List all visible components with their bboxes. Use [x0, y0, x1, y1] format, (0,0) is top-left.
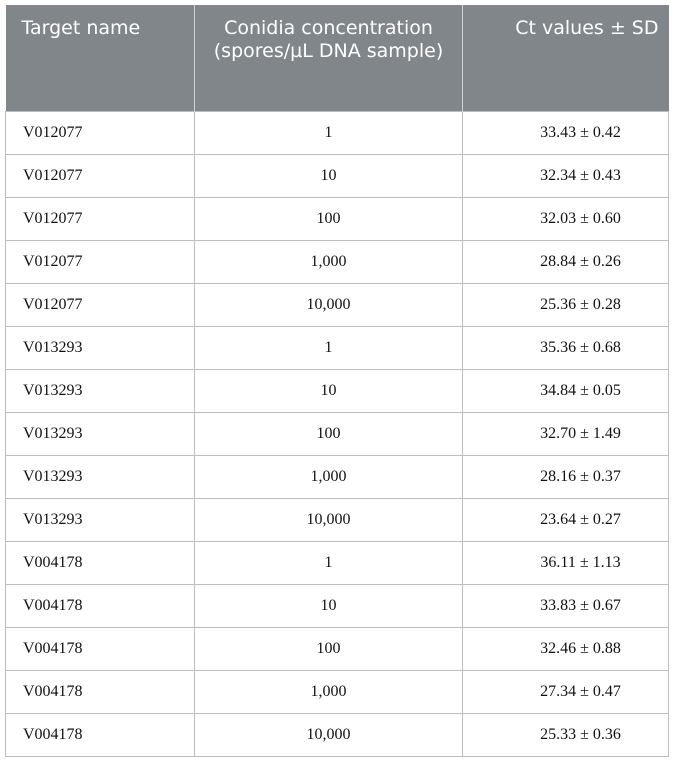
cell-concentration: 1 [195, 326, 463, 369]
cell-ct-value: 35.36 ± 0.68 [463, 326, 669, 369]
cell-target-name: V004178 [6, 584, 195, 627]
table-body [6, 111, 669, 756]
table-row [6, 713, 669, 756]
cell-ct-value: 33.43 ± 0.42 [463, 111, 669, 154]
cell-ct-value: 32.34 ± 0.43 [463, 154, 669, 197]
cell-concentration: 1,000 [195, 670, 463, 713]
cell-ct-value: 34.84 ± 0.05 [463, 369, 669, 412]
table-row [6, 369, 669, 412]
table-row [6, 670, 669, 713]
cell-concentration: 100 [195, 412, 463, 455]
table-row [6, 455, 669, 498]
cell-target-name: V013293 [6, 412, 195, 455]
cell-target-name: V012077 [6, 240, 195, 283]
table-row [6, 326, 669, 369]
header-row [6, 5, 669, 111]
cell-target-name: V013293 [6, 326, 195, 369]
cell-ct-value: 36.11 ± 1.13 [463, 541, 669, 584]
cell-target-name: V012077 [6, 154, 195, 197]
table-header [6, 5, 669, 111]
cell-target-name: V004178 [6, 541, 195, 584]
cell-ct-value: 28.16 ± 0.37 [463, 455, 669, 498]
cell-target-name: V013293 [6, 369, 195, 412]
header-conidia-concentration: Conidia concentration (spores/µL DNA sample) [195, 5, 463, 111]
cell-ct-value: 25.33 ± 0.36 [463, 713, 669, 756]
cell-ct-value: 27.34 ± 0.47 [463, 670, 669, 713]
table-row [6, 197, 669, 240]
cell-ct-value: 28.84 ± 0.26 [463, 240, 669, 283]
table-row [6, 111, 669, 154]
cell-target-name: V004178 [6, 670, 195, 713]
header-target-name: Target name [6, 5, 195, 111]
table-row [6, 154, 669, 197]
cell-target-name: V012077 [6, 283, 195, 326]
cell-target-name: V004178 [6, 713, 195, 756]
cell-concentration: 10,000 [195, 283, 463, 326]
cell-ct-value: 32.03 ± 0.60 [463, 197, 669, 240]
data-table [5, 5, 669, 757]
cell-concentration: 10 [195, 154, 463, 197]
cell-target-name: V013293 [6, 498, 195, 541]
cell-ct-value: 25.36 ± 0.28 [463, 283, 669, 326]
header-ct-values: Ct values ± SD [463, 5, 669, 111]
cell-target-name: V012077 [6, 111, 195, 154]
cell-ct-value: 32.70 ± 1.49 [463, 412, 669, 455]
table-row [6, 283, 669, 326]
cell-target-name: V013293 [6, 455, 195, 498]
cell-concentration: 1 [195, 111, 463, 154]
table-row [6, 240, 669, 283]
cell-concentration: 100 [195, 197, 463, 240]
cell-concentration: 10 [195, 369, 463, 412]
cell-ct-value: 33.83 ± 0.67 [463, 584, 669, 627]
cell-ct-value: 23.64 ± 0.27 [463, 498, 669, 541]
cell-concentration: 1,000 [195, 455, 463, 498]
cell-target-name: V012077 [6, 197, 195, 240]
cell-concentration: 10,000 [195, 498, 463, 541]
table-row [6, 412, 669, 455]
cell-ct-value: 32.46 ± 0.88 [463, 627, 669, 670]
cell-concentration: 100 [195, 627, 463, 670]
table-row [6, 627, 669, 670]
cell-concentration: 10,000 [195, 713, 463, 756]
cell-target-name: V004178 [6, 627, 195, 670]
table-row [6, 584, 669, 627]
table-row [6, 498, 669, 541]
cell-concentration: 1 [195, 541, 463, 584]
table-row [6, 541, 669, 584]
cell-concentration: 1,000 [195, 240, 463, 283]
cell-concentration: 10 [195, 584, 463, 627]
